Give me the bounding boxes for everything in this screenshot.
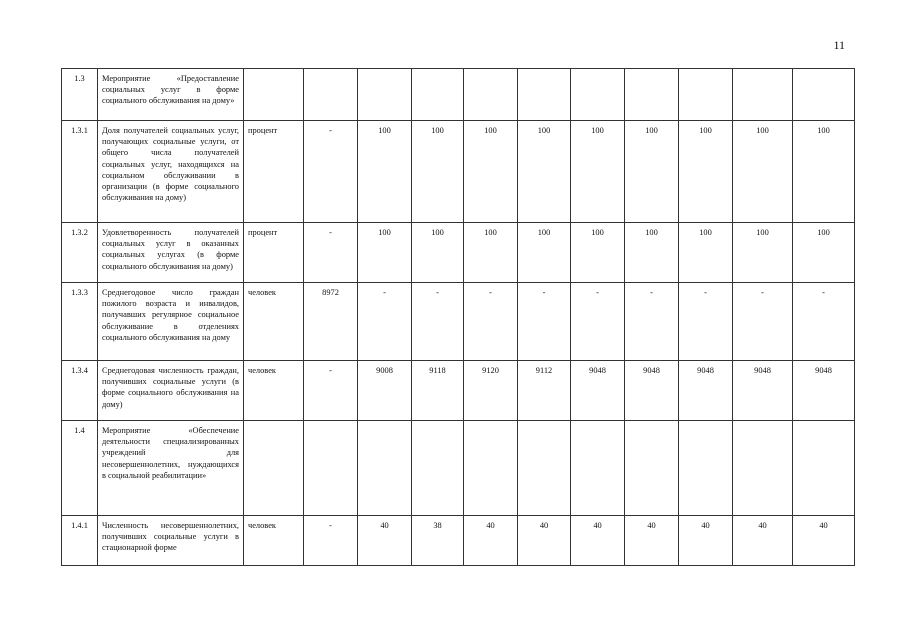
year-value-cell — [733, 69, 793, 121]
year-value-cell — [412, 69, 464, 121]
year-value-cell: 40 — [464, 516, 518, 566]
indicator-name-cell — [98, 421, 244, 516]
indicator-name: Удовлетворенность получателей социальных услуг в оказанных социальных услугах (в форме социального обслуживания на дому) — [102, 228, 239, 271]
indicator-name-cell — [98, 361, 244, 421]
year-value-cell: 9048 — [733, 361, 793, 421]
base-value-cell: - — [304, 361, 358, 421]
year-value-cell: 9048 — [679, 361, 733, 421]
year-value-cell — [733, 421, 793, 516]
year-value-cell: 100 — [625, 223, 679, 283]
year-value-cell — [571, 69, 625, 121]
unit-cell: человек — [244, 516, 304, 566]
year-value-cell: 100 — [412, 223, 464, 283]
unit-cell: процент — [244, 121, 304, 223]
table-row — [62, 361, 855, 421]
year-value-cell: 9048 — [571, 361, 625, 421]
year-value-cell — [518, 421, 571, 516]
year-value-cell — [571, 421, 625, 516]
year-value-cell: 40 — [518, 516, 571, 566]
year-value-cell: 40 — [793, 516, 855, 566]
year-value-cell: 9118 — [412, 361, 464, 421]
year-value-cell — [793, 421, 855, 516]
indicator-name: Среднегодовое число граждан пожилого возраста и инвалидов, получавших регулярное социальное обслуживание в отделениях социального обслуживания на дому — [102, 288, 239, 342]
year-value-cell: 100 — [733, 121, 793, 223]
year-value-cell — [358, 421, 412, 516]
indicator-name: Мероприятие «Предоставление социальных услуг в форме социального обслуживания на дому» — [102, 74, 239, 106]
unit-cell: процент — [244, 223, 304, 283]
year-value-cell: - — [793, 283, 855, 361]
base-value-cell — [304, 69, 358, 121]
year-value-cell: 100 — [679, 223, 733, 283]
table-row — [62, 121, 855, 223]
table-row — [62, 421, 855, 516]
indicators-table — [61, 68, 855, 566]
row-number-cell: 1.3.3 — [62, 283, 98, 361]
table-row — [62, 223, 855, 283]
year-value-cell: - — [412, 283, 464, 361]
year-value-cell: 100 — [412, 121, 464, 223]
unit-cell — [244, 421, 304, 516]
year-value-cell: 100 — [464, 223, 518, 283]
year-value-cell: 40 — [358, 516, 412, 566]
year-value-cell: - — [733, 283, 793, 361]
year-value-cell — [358, 69, 412, 121]
year-value-cell: 40 — [625, 516, 679, 566]
year-value-cell: 40 — [571, 516, 625, 566]
base-value-cell: - — [304, 516, 358, 566]
year-value-cell: 38 — [412, 516, 464, 566]
page-number: 11 — [833, 38, 845, 52]
row-number-cell: 1.4 — [62, 421, 98, 516]
year-value-cell: 9112 — [518, 361, 571, 421]
base-value-cell: - — [304, 223, 358, 283]
year-value-cell: 100 — [464, 121, 518, 223]
year-value-cell: 100 — [571, 223, 625, 283]
indicator-name-cell — [98, 283, 244, 361]
row-number-cell: 1.3.1 — [62, 121, 98, 223]
row-number-cell: 1.3 — [62, 69, 98, 121]
year-value-cell — [518, 69, 571, 121]
year-value-cell: 40 — [679, 516, 733, 566]
base-value-cell — [304, 421, 358, 516]
year-value-cell: 100 — [518, 223, 571, 283]
table-row — [62, 516, 855, 566]
year-value-cell: - — [358, 283, 412, 361]
year-value-cell: - — [679, 283, 733, 361]
indicator-name: Среднегодовая численность граждан, получивших социальные услуги (в форме социального обслуживания на дому) — [102, 366, 239, 409]
year-value-cell: 100 — [793, 121, 855, 223]
year-value-cell — [412, 421, 464, 516]
indicator-name: Доля получателей социальных услуг, получающих социальные услуги, от общего числа получателей социальных услуг, находящихся на социальном обслуживании в организации (в форме социального обслуживания на дому) — [102, 126, 239, 203]
year-value-cell: 100 — [518, 121, 571, 223]
year-value-cell — [679, 421, 733, 516]
row-number-cell: 1.3.4 — [62, 361, 98, 421]
year-value-cell: 9048 — [625, 361, 679, 421]
table-row — [62, 283, 855, 361]
indicator-name: Мероприятие «Обеспечение деятельности специализированных учреждений для несовершеннолетних, нуждающихся в социальной реабилитации» — [102, 426, 239, 480]
row-number-cell: 1.4.1 — [62, 516, 98, 566]
year-value-cell: 40 — [733, 516, 793, 566]
year-value-cell: 100 — [571, 121, 625, 223]
year-value-cell: 9048 — [793, 361, 855, 421]
table-row — [62, 69, 855, 121]
indicator-name-cell — [98, 516, 244, 566]
year-value-cell: - — [571, 283, 625, 361]
row-number-cell: 1.3.2 — [62, 223, 98, 283]
year-value-cell: 100 — [733, 223, 793, 283]
year-value-cell — [625, 421, 679, 516]
year-value-cell — [464, 69, 518, 121]
indicator-name-cell — [98, 121, 244, 223]
year-value-cell — [679, 69, 733, 121]
year-value-cell: 9120 — [464, 361, 518, 421]
year-value-cell — [464, 421, 518, 516]
year-value-cell: 100 — [679, 121, 733, 223]
table-body — [62, 69, 855, 566]
year-value-cell — [793, 69, 855, 121]
year-value-cell: - — [464, 283, 518, 361]
year-value-cell: - — [625, 283, 679, 361]
base-value-cell: - — [304, 121, 358, 223]
base-value-cell: 8972 — [304, 283, 358, 361]
year-value-cell: - — [518, 283, 571, 361]
year-value-cell: 100 — [625, 121, 679, 223]
year-value-cell: 9008 — [358, 361, 412, 421]
year-value-cell: 100 — [358, 121, 412, 223]
indicator-name-cell — [98, 69, 244, 121]
year-value-cell: 100 — [793, 223, 855, 283]
indicator-name-cell — [98, 223, 244, 283]
unit-cell — [244, 69, 304, 121]
indicator-name: Численность несовершеннолетних, получивших социальные услуги в стационарной форме — [102, 521, 239, 553]
year-value-cell: 100 — [358, 223, 412, 283]
year-value-cell — [625, 69, 679, 121]
unit-cell: человек — [244, 283, 304, 361]
unit-cell: человек — [244, 361, 304, 421]
